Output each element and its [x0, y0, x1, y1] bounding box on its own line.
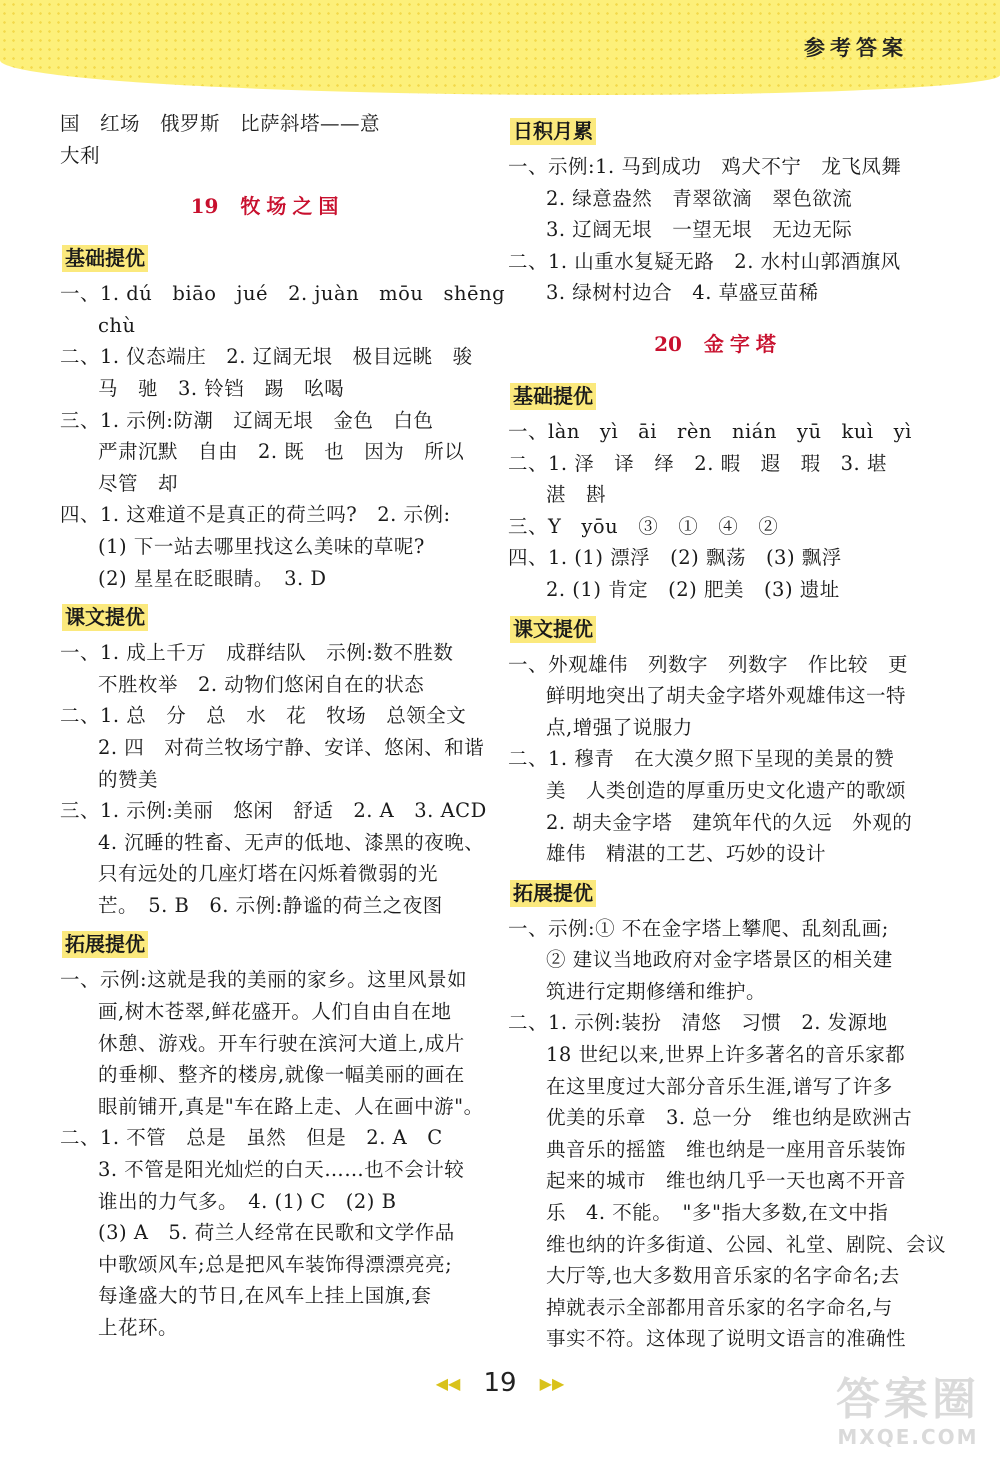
- answer-line: 眼前铺开,真是"车在路上走、人在画中游"。: [98, 1094, 484, 1118]
- answer-line: 二、1. 总 分 总 水 花 牧场 总领全文: [60, 704, 467, 728]
- answer-line: 3. 不管是阳光灿烂的白天……也不会计较: [98, 1158, 465, 1182]
- answer-line: 2. (1) 肯定 (2) 肥美 (3) 遗址: [546, 577, 840, 601]
- page-number: 19: [483, 1368, 517, 1398]
- answer-line: 严肃沉默 自由 2. 既 也 因为 所以: [98, 440, 465, 464]
- answer-line: 不胜枚举 2. 动物们悠闲自在的状态: [98, 672, 425, 696]
- answer-line: 美 人类创造的厚重历史文化遗产的歌颂: [546, 778, 907, 802]
- answer-line: 四、1. (1) 漂浮 (2) 飘荡 (3) 飘浮: [508, 546, 842, 570]
- answer-line: 马 驰 3. 铃铛 踢 吆喝: [98, 376, 345, 400]
- section-heading: 拓展提优: [510, 880, 596, 907]
- answer-line: 优美的乐章 3. 总一分 维也纳是欧洲古: [546, 1106, 913, 1130]
- answer-line: 一、làn yì āi rèn nián yū kuì yì: [508, 419, 912, 443]
- answer-line: 雄伟 精湛的工艺、巧妙的设计: [546, 842, 827, 866]
- answer-line: 二、1. 穆青 在大漠夕照下呈现的美景的赞: [508, 747, 895, 771]
- next-arrows-icon[interactable]: ▶▶: [539, 1373, 565, 1393]
- answer-line: 大利: [60, 143, 101, 167]
- answer-line: 的赞美: [98, 767, 159, 791]
- watermark: [836, 1375, 980, 1449]
- answer-line: 二、1. 示例:装扮 清悠 习惯 2. 发源地: [508, 1011, 888, 1035]
- answer-line: 二、1. 泽 译 绎 2. 暇 遐 瑕 3. 堪: [508, 451, 887, 475]
- answer-line: 起来的城市 维也纳几乎一天也离不开音: [546, 1169, 907, 1193]
- answer-line: 18 世纪以来,世界上许多著名的音乐家都: [546, 1043, 906, 1067]
- answer-line: 一、1. dú biāo jué 2. juàn mōu shēng: [60, 282, 506, 306]
- answer-line: 筑进行定期修缮和维护。: [546, 979, 767, 1003]
- answer-line: 尽管 却: [98, 471, 179, 495]
- answer-line: 2. 胡夫金字塔 建筑年代的久远 外观的: [546, 810, 913, 834]
- section-heading: 基础提优: [62, 245, 148, 272]
- answer-line: 每逢盛大的节日,在风车上挂上国旗,套: [98, 1284, 432, 1308]
- answer-line: 乐 4. 不能。 "多"指大多数,在文中指: [546, 1201, 889, 1225]
- answer-line: chù: [98, 313, 136, 337]
- answer-line: (2) 星星在眨眼睛。 3. D: [98, 566, 327, 590]
- answer-line: 2. 四 对荷兰牧场宁静、安详、悠闲、和谐: [98, 735, 485, 759]
- section-heading: 课文提优: [510, 616, 596, 643]
- answer-line: 三、1. 示例:美丽 悠闲 舒适 2. A 3. ACD: [60, 799, 487, 823]
- lesson-title: [508, 329, 928, 359]
- answer-line: (3) A 5. 荷兰人经常在民歌和文学作品: [98, 1221, 455, 1245]
- answer-line: 维也纳的许多街道、公园、礼堂、剧院、会议: [546, 1232, 947, 1256]
- answer-line: 大厅等,也大多数用音乐家的名字命名;去: [546, 1264, 900, 1288]
- prev-arrows-icon[interactable]: ◀◀: [435, 1373, 461, 1393]
- answer-line: 掉就表示全部都用音乐家的名字命名,与: [546, 1295, 893, 1319]
- answer-line: 一、外观雄伟 列数字 列数字 作比较 更: [508, 652, 909, 676]
- answer-line: 二、1. 不管 总是 虽然 但是 2. A C: [60, 1126, 443, 1150]
- answer-line: 休憩、游戏。开车行驶在滨河大道上,成片: [98, 1031, 465, 1055]
- answer-line: 画,树木苍翠,鲜花盛开。人们自由自在地: [98, 1000, 452, 1024]
- section-heading: 基础提优: [510, 383, 596, 410]
- watermark-url: MXQE.COM: [837, 1425, 979, 1449]
- answer-line: 二、1. 仪态端庄 2. 辽阔无垠 极目远眺 骏: [60, 345, 473, 369]
- answer-line: 鲜明地突出了胡夫金字塔外观雄伟这一特: [546, 684, 907, 708]
- answer-line: 4. 沉睡的牲畜、无声的低地、漆黑的夜晚、: [98, 830, 485, 854]
- answer-line: 在这里度过大部分音乐生涯,谱写了许多: [546, 1074, 893, 1098]
- answer-line: 一、示例:这就是我的美丽的家乡。这里风景如: [60, 968, 468, 992]
- answer-line: 湛 斟: [546, 483, 607, 507]
- section-heading: 日积月累: [510, 118, 596, 145]
- answer-line: 国 红场 俄罗斯 比萨斜塔——意: [60, 112, 381, 135]
- lesson-number: 19: [190, 194, 219, 219]
- answer-line: 四、1. 这难道不是真正的荷兰吗? 2. 示例:: [60, 503, 451, 527]
- section-heading: 拓展提优: [62, 931, 148, 958]
- answer-line: 上花环。: [98, 1316, 179, 1339]
- right-column: [508, 108, 947, 1355]
- lesson-title: [60, 191, 475, 221]
- header-label: 参考答案: [804, 36, 908, 60]
- lesson-number: 20: [654, 331, 682, 356]
- answer-line: 的垂柳、整齐的楼房,就像一幅美丽的画在: [98, 1063, 465, 1087]
- answer-line: 中歌颂风车;总是把风车装饰得漂漂亮亮;: [98, 1252, 453, 1276]
- answer-line: 谁出的力气多。 4. (1) C (2) B: [98, 1189, 397, 1213]
- answer-line: 一、示例:① 不在金字塔上攀爬、乱刻乱画;: [508, 916, 889, 940]
- answer-line: 一、示例:1. 马到成功 鸡犬不宁 龙飞凤舞: [508, 155, 902, 178]
- answer-line: 三、Y yōu ③ ① ④ ②: [508, 514, 779, 538]
- answer-line: 三、1. 示例:防潮 辽阔无垠 金色 白色: [60, 408, 434, 432]
- answer-line: 事实不符。这体现了说明文语言的准确性: [546, 1327, 907, 1351]
- answer-line: 二、1. 山重水复疑无路 2. 水村山郭酒旗风: [508, 249, 901, 273]
- answer-line: 3. 辽阔无垠 一望无垠 无边无际: [546, 218, 853, 242]
- answer-line: (1) 下一站去哪里找这么美味的草呢?: [98, 534, 425, 558]
- answer-line: 一、1. 成上千万 成群结队 示例:数不胜数: [60, 641, 454, 665]
- answer-line: 3. 绿树村边合 4. 草盛豆苗稀: [546, 281, 819, 305]
- answer-line: 典音乐的摇篮 维也纳是一座用音乐装饰: [546, 1137, 907, 1161]
- section-heading: 课文提优: [62, 604, 148, 631]
- answer-line: 只有远处的几座灯塔在闪烁着微弱的光: [98, 862, 439, 886]
- lesson-name: 金字塔: [703, 331, 782, 356]
- watermark-logo-text: 答案圈: [836, 1374, 980, 1425]
- answer-line: 点,增强了说服力: [546, 715, 693, 739]
- left-column: [60, 108, 506, 1344]
- answer-line: ② 建议当地政府对金字塔景区的相关建: [546, 948, 893, 972]
- lesson-name: 牧场之国: [240, 194, 345, 219]
- answer-line: 芒。 5. B 6. 示例:静谧的荷兰之夜图: [98, 893, 443, 917]
- answer-line: 2. 绿意盎然 青翠欲滴 翠色欲流: [546, 186, 853, 210]
